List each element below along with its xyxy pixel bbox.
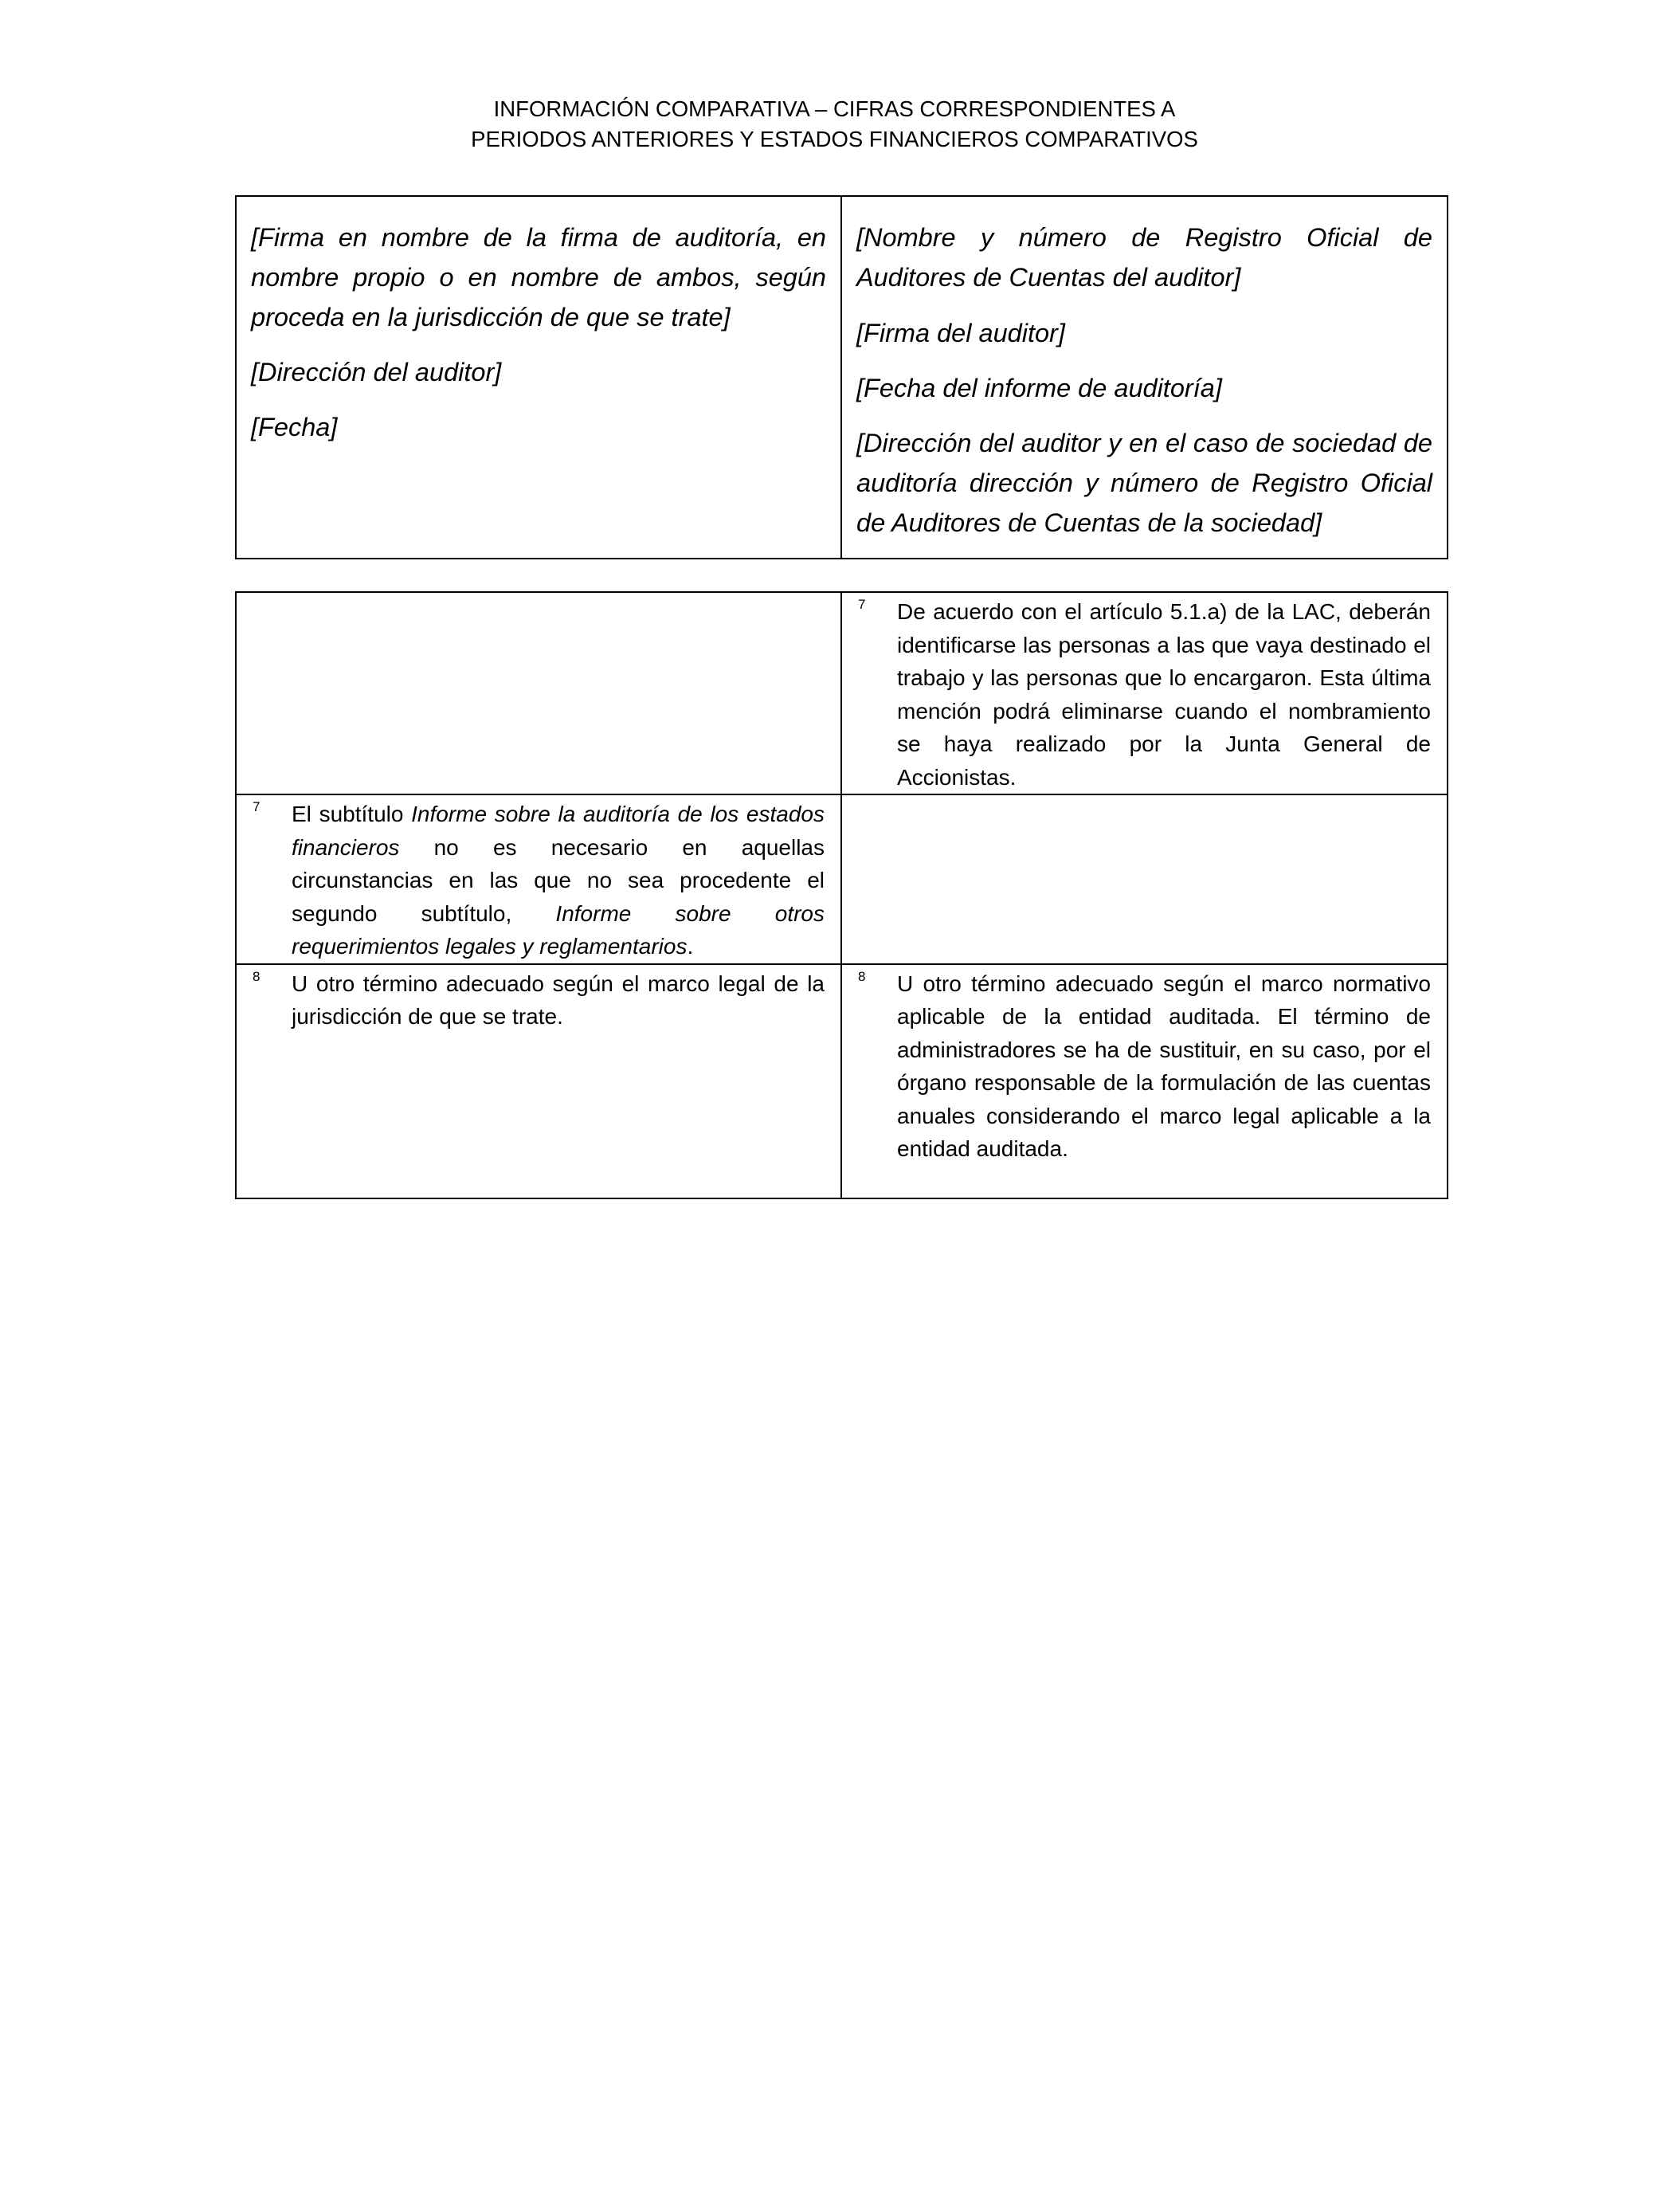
company-address-placeholder: [Dirección del auditor y en el caso de sociedad de auditoría dirección y número de Registro Oficial de Auditores de Cuentas de la sociedad] [856,429,1432,537]
footnote-text-part: no es necesario en aquellas circunstancias en las que no sea procedente el segundo subtítulo, [292,834,825,926]
footnote-number: 8 [253,968,261,984]
footnote-cell [236,964,841,1198]
signature-right-cell [841,196,1448,559]
auditor-address-placeholder: [Dirección del auditor] [251,358,502,386]
footnote-text [292,802,825,959]
date-placeholder: [Fecha] [251,413,338,441]
footnote-text: U otro término adecuado según el marco legal de la jurisdicción de que se trate. [292,971,825,1029]
auditor-signature-placeholder: [Firma del auditor] [856,319,1065,347]
footnote-number: 7 [253,799,261,814]
footnote-text: De acuerdo con el artículo 5.1.a) de la LAC, deberán identificarse las personas a las que vaya destinado el trabajo y las personas que lo encargaron. Esta última mención podrá eliminarse cuando el nombramiento se haya realizado por la Junta General de Accionistas. [897,599,1431,790]
auditor-registry-placeholder: [Nombre y número de Registro Oficial de Auditores de Cuentas del auditor] [856,223,1432,292]
page-header [0,94,1669,155]
signature-left-cell [236,196,841,559]
footnote-italic-title: Informe sobre la auditoría de los estados financieros [292,802,825,860]
footnote-empty-cell [841,794,1448,964]
footnote-number: 7 [858,597,866,612]
report-date-placeholder: [Fecha del informe de auditoría] [856,374,1222,402]
footnote-cell [841,592,1448,794]
footnote-empty-cell [236,592,841,794]
footnote-cell [236,794,841,964]
footnote-text-part: El subtítulo [292,802,412,826]
footnote-text: U otro término adecuado según el marco normativo aplicable de la entidad auditada. El término de administradores se ha de sustituir, en su caso, por el órgano responsable de la formulación de las cuentas anuales considerando el marco legal aplicable a la entidad auditada. [897,971,1431,1161]
signature-table [235,195,1448,559]
footnote-number: 8 [858,968,866,984]
footnotes-table [235,591,1448,1199]
footnote-italic-title: Informe sobre otros requerimientos legales y reglamentarios [292,900,825,959]
footnote-text-part: . [687,934,694,959]
header-line-2: PERIODOS ANTERIORES Y ESTADOS FINANCIEROS COMPARATIVOS [471,127,1198,151]
header-line-1: INFORMACIÓN COMPARATIVA – CIFRAS CORRESPONDIENTES A [493,96,1176,121]
firm-signature-placeholder: [Firma en nombre de la firma de auditoría, en nombre propio o en nombre de ambos, según proceda en la jurisdicción de que se trate] [251,223,826,331]
footnote-cell [841,964,1448,1198]
